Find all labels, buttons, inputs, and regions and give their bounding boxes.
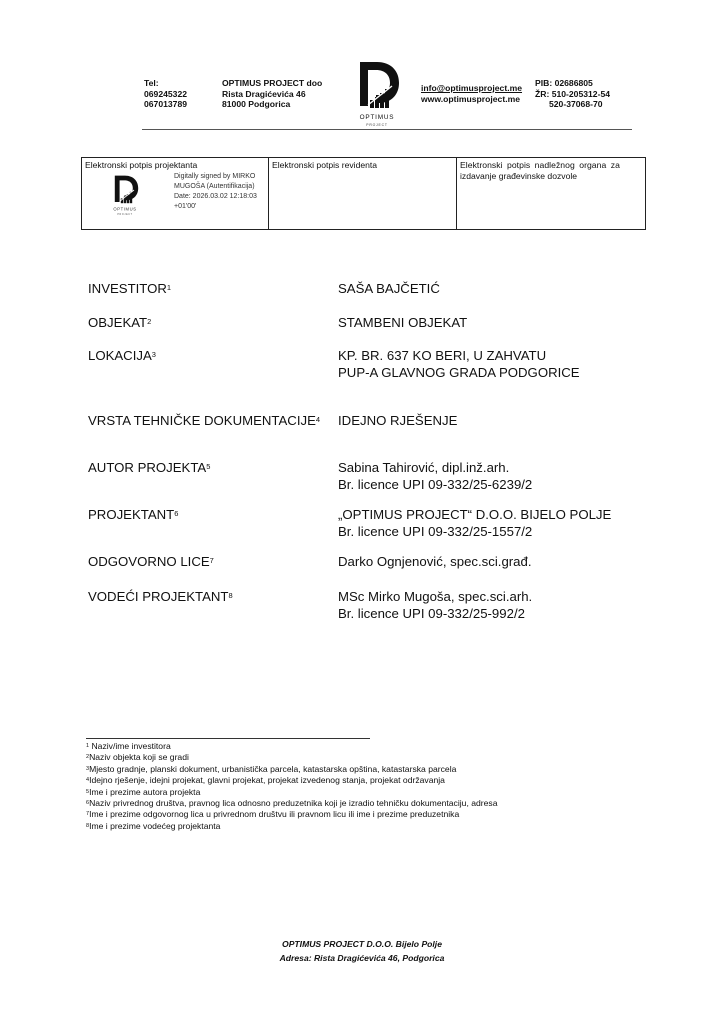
digital-signature-line: +01'00' xyxy=(174,203,197,210)
field-label: PROJEKTANT$^6$ xyxy=(88,507,179,522)
footnote: $^8$Ime i prezime vodećeg projektanta xyxy=(86,820,221,831)
bank-account-2: 520-37068-70 xyxy=(549,99,603,109)
bank-account-1: ŽR: 510-205312-54 xyxy=(535,88,611,99)
field-value: KP. BR. 637 KO BERI, U ZAHVATU PUP-A GLAVNOG GRADA PODGORICE xyxy=(338,348,580,380)
digital-signature-line: Date: 2026.03.02 12:18:03 xyxy=(174,193,257,200)
optimus-logo-icon xyxy=(110,172,140,220)
field-value: MSc Mirko Mugoša, spec.sci.arh. Br. licence UPI 09-332/25-992/2 xyxy=(338,589,533,621)
logo-brand: OPTIMUS xyxy=(359,114,395,121)
footnote: $^4$Idejno rješenje, idejni projekat, glavni projekat, projekat izvedenog stanja, projekat održavanja xyxy=(86,775,445,786)
field-value: STAMBENI OBJEKAT xyxy=(338,315,468,330)
website-link[interactable]: www.optimusproject.me xyxy=(421,93,520,104)
letterhead xyxy=(0,0,724,130)
contact-block xyxy=(421,83,522,104)
footnote: $^6$Naziv privrednog društva, pravnog lica odnosno preduzetnika koji je izradio tehničku dokumentaciju, adresa xyxy=(86,798,498,809)
optimus-logo-icon xyxy=(352,56,402,128)
email-link[interactable]: info@optimusproject.me xyxy=(421,83,523,93)
signature-table xyxy=(81,157,646,230)
field-value: IDEJNO RJEŠENJE xyxy=(338,413,458,428)
digital-signature-line: Digitally signed by MIRKO xyxy=(174,173,256,180)
field-label: VRSTA TEHNIČKE DOKUMENTACIJE$^4$ xyxy=(88,413,321,428)
field-value: „OPTIMUS PROJECT“ D.O.O. BIJELO POLJE Br. licence UPI 09-332/25-1557/2 xyxy=(338,507,612,539)
footnote: $^3$Mjesto gradnje, planski dokument, urbanistička parcela, katastarska opština, katastarska parcela xyxy=(86,763,457,774)
company-block xyxy=(222,78,322,110)
designer-signature-cell xyxy=(82,158,269,229)
sig-logo-tagline: PROJECT xyxy=(117,213,133,217)
pib-number: PIB: 02686805 xyxy=(535,78,593,88)
digital-signature-text xyxy=(174,172,257,212)
field-label: ODGOVORNO LICE$^7$ xyxy=(88,554,214,569)
authority-signature-cell xyxy=(457,158,645,229)
authority-signature-label-2: izdavanje građevinske dozvole xyxy=(460,171,578,181)
field-value: SAŠA BAJČETIĆ xyxy=(338,281,440,296)
designer-signature-label: Elektronski potpis projektanta xyxy=(85,160,198,170)
company-name: OPTIMUS PROJECT doo xyxy=(222,78,323,88)
reviewer-signature-label: Elektronski potpis revidenta xyxy=(272,160,378,170)
company-city: 81000 Podgorica xyxy=(222,99,291,109)
authority-signature-label: Elektronski potpis nadležnog organa za xyxy=(460,160,620,170)
footnote: $^1$ Naziv/ime investitora xyxy=(86,741,171,751)
footnote-divider xyxy=(86,738,370,739)
logo-tagline: PROJECT xyxy=(366,123,388,127)
field-label: INVESTITOR$^1$ xyxy=(88,281,172,296)
tel-label: Tel: xyxy=(144,78,159,88)
reviewer-signature-cell xyxy=(269,158,457,229)
phone-2: 067013789 xyxy=(144,99,188,109)
footnotes xyxy=(86,741,498,832)
field-label: VODEĆI PROJEKTANT$^8$ xyxy=(88,589,233,604)
header-divider xyxy=(142,129,632,130)
tax-block xyxy=(535,78,610,110)
phone-block xyxy=(144,78,187,110)
digital-signature-line: MUGOŠA (Autentifikacija) xyxy=(174,183,255,190)
footnote: $^2$Naziv objekta koji se gradi xyxy=(86,752,189,763)
phone-1: 069245322 xyxy=(144,88,188,99)
sig-logo-brand: OPTIMUS xyxy=(113,206,137,212)
field-label: OBJEKAT$^2$ xyxy=(88,315,152,330)
field-value: Sabina Tahirović, dipl.inž.arh. Br. licence UPI 09-332/25-6239/2 xyxy=(338,460,533,492)
footnote: $^7$Ime i prezime odgovornog lica u privrednom društvu ili pravnom licu ili ime i prezime preduzetnika xyxy=(86,809,460,820)
footer-address: Adresa: Rista Dragićevića 46, Podgorica xyxy=(279,953,445,963)
company-street: Rista Dragićevića 46 xyxy=(222,88,306,99)
footer-company: OPTIMUS PROJECT D.O.O. Bijelo Polje xyxy=(282,939,442,949)
field-label: LOKACIJA$^3$ xyxy=(88,348,156,363)
footnote: $^5$Ime i prezime autora projekta xyxy=(86,786,201,797)
field-value: Darko Ognjenović, spec.sci.građ. xyxy=(338,554,532,569)
field-label: AUTOR PROJEKTA$^5$ xyxy=(88,460,211,475)
